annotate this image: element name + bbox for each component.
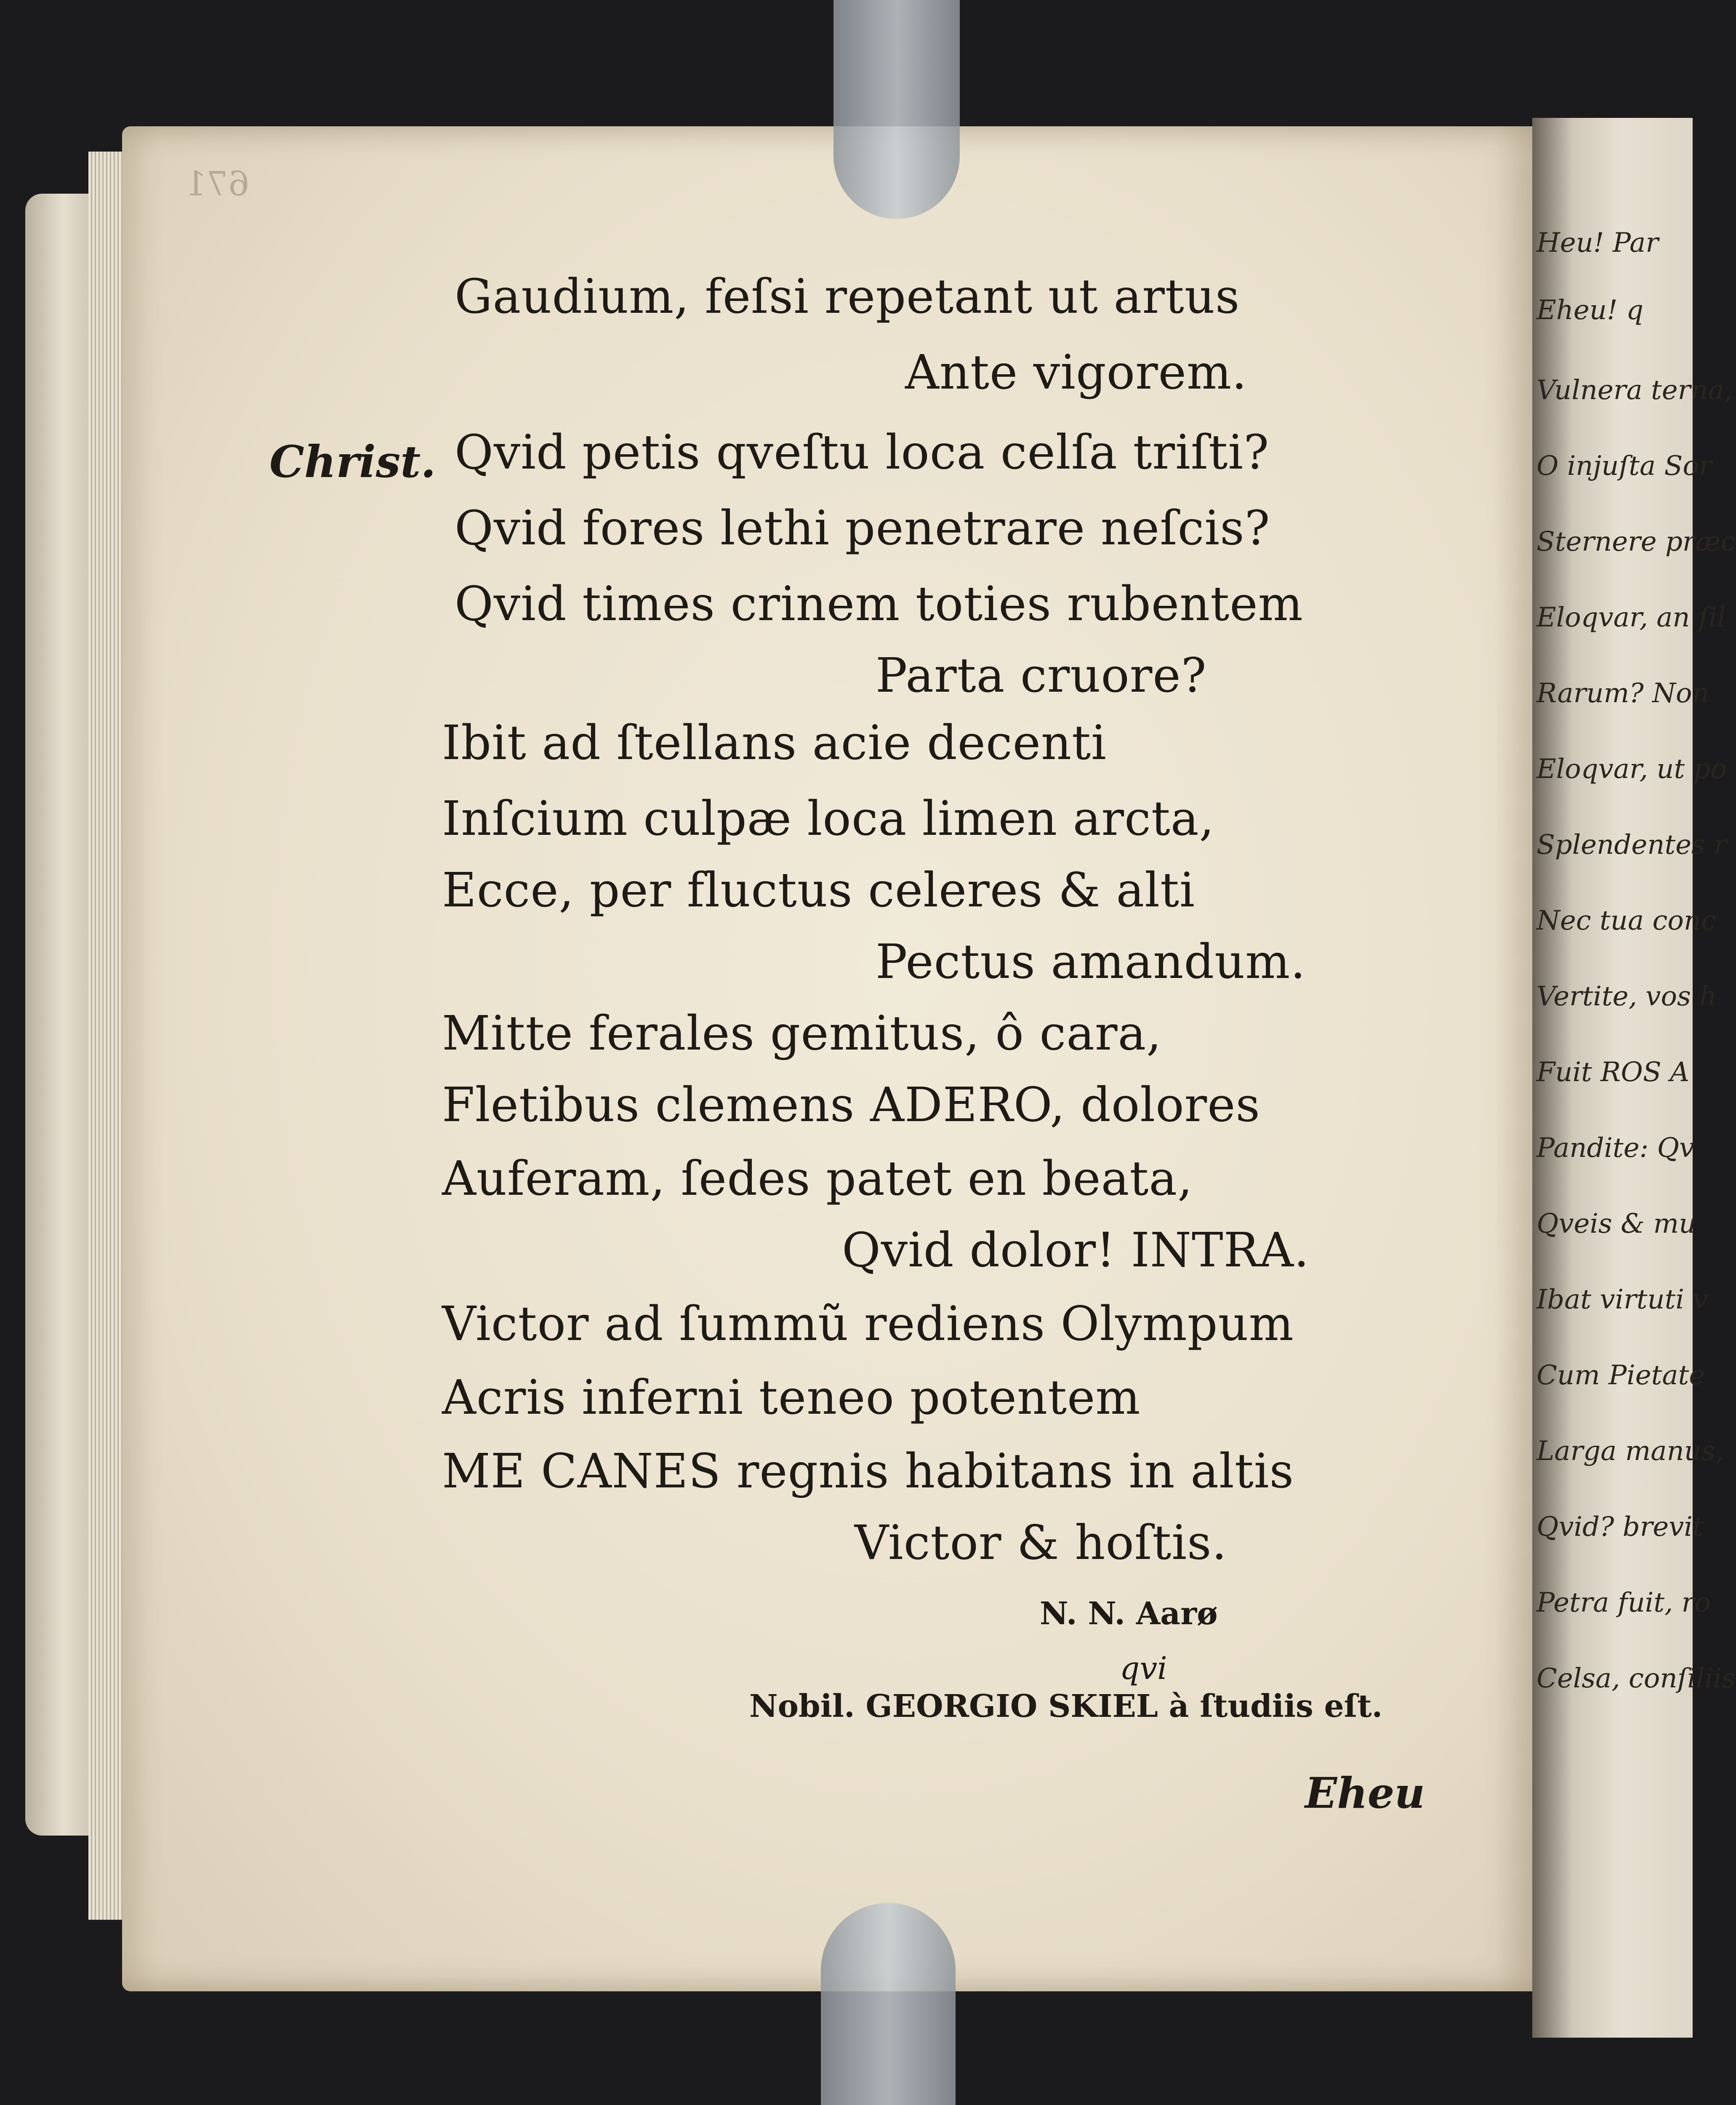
facing-line: Nec tua conc [1536,905,1716,936]
poem-line: ME CANES regnis habitans in altis [442,1444,1294,1499]
poem-line: Fletibus clemens ADERO, dolores [442,1078,1260,1132]
poem-line: Acris inferni teneo potentem [442,1370,1141,1425]
facing-line: Celsa, conſiliis [1536,1663,1736,1694]
poem-line: Pectus amandum. [876,935,1306,989]
facing-line: O injuſta Sor [1536,450,1712,482]
signature-name: N. N. Aarø [1040,1596,1218,1632]
poem-line: Qvid times crinem toties rubentem [455,577,1303,632]
facing-line: Qveis & mu [1536,1208,1696,1239]
poem-line: Qvid fores lethi penetrare neſcis? [455,501,1270,556]
poem-line: Qvid petis qveſtu loca celſa triſti? [455,425,1270,480]
facing-line: Eloqvar, an ſil [1536,602,1726,633]
poem-line: Mitte ferales gemitus, ô cara, [442,1006,1162,1061]
facing-line: Cum Pietate [1536,1360,1705,1391]
facing-line: Eheu! q [1536,295,1644,326]
poem-line: Qvid dolor! INTRA. [842,1223,1310,1278]
poem-line: Victor ad ſummũ rediens Olympum [442,1297,1294,1351]
page-number: 671 [185,164,250,203]
facing-line: Eloqvar, ut po [1536,754,1727,785]
signature-qui: qvi [1120,1650,1167,1687]
signature-dedication: Nobil. GEORGIO SKIEL à ſtudiis eſt. [749,1688,1383,1724]
page-clip-top [833,0,960,219]
facing-line: Heu! Par [1536,227,1659,258]
poem-line: Victor & hoſtis. [855,1516,1227,1570]
poem-line: Inſcium culpæ loca limen arcta, [442,791,1215,846]
poem-line: Auferam, ſedes patet en beata, [442,1151,1193,1206]
page-clip-bottom [821,1903,956,2105]
catchword: Eheu [1305,1768,1425,1818]
facing-line: Vertite, vos h [1536,981,1717,1012]
facing-line: Fuit ROS A [1536,1057,1690,1088]
facing-line: Vulnera terna, [1536,375,1733,406]
poem-line: Parta cruore? [876,648,1207,703]
poem-line: Ibit ad ſtellans acie decenti [442,716,1107,770]
facing-line: Pandite: Qv [1536,1132,1695,1164]
facing-line: Sternere præc [1536,526,1736,557]
facing-line: Petra fuit, ro [1536,1587,1711,1618]
facing-line: Ibat virtuti v [1536,1284,1708,1315]
poem-line: Ecce, per fluctus celeres & alti [442,863,1195,918]
facing-line: Qvid? brevit [1536,1511,1704,1543]
facing-line: Larga manus, [1536,1436,1724,1467]
facing-line: Rarum? Non [1536,678,1709,709]
poem-line: Ante vigorem. [905,345,1247,400]
speaker-label: Christ. [269,436,436,488]
facing-line: Splendentes r [1536,829,1727,861]
poem-line: Gaudium, feſsi repetant ut artus [455,269,1240,324]
